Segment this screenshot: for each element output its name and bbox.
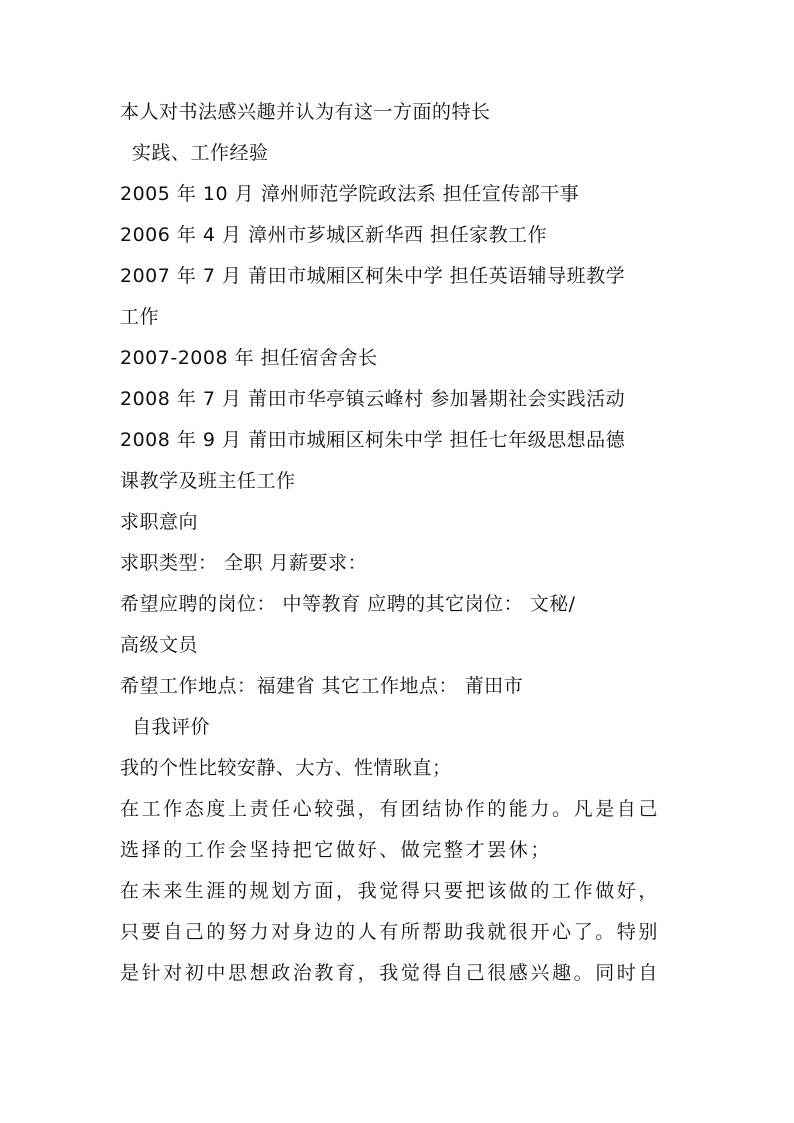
experience-line-2008-sept-cont: 课教学及班主任工作 [120, 470, 296, 492]
experience-line-2005: 2005 年 10 月 漳州师范学院政法系 担任宣传部干事 [120, 183, 580, 205]
self-evaluation-line-5: 只要自己的努力对身边的人有所帮助我就很开心了。特别 [120, 921, 661, 943]
experience-line-2007-cont: 工作 [120, 306, 160, 328]
experience-line-2007: 2007 年 7 月 莆田市城厢区柯朱中学 担任英语辅导班教学 [120, 265, 626, 287]
self-evaluation-line-3: 选择的工作会坚持把它做好、做完整才罢休； [120, 839, 553, 861]
text-line-calligraphy-interest: 本人对书法感兴趣并认为有这一方面的特长 [120, 101, 491, 123]
desired-location-line: 希望工作地点：福建省 其它工作地点： 莆田市 [120, 675, 524, 697]
section-heading-practice-experience: 实践、工作经验 [132, 142, 269, 164]
experience-line-2006: 2006 年 4 月 漳州市芗城区新华西 担任家教工作 [120, 224, 548, 246]
self-evaluation-line-2: 在工作态度上责任心较强，有团结协作的能力。凡是自己 [120, 798, 661, 820]
desired-position-line-cont: 高级文员 [120, 634, 199, 656]
resume-text-body [120, 92, 680, 994]
experience-line-2008-sept: 2008 年 9 月 莆田市城厢区柯朱中学 担任七年级思想品德 [120, 429, 626, 451]
self-evaluation-line-4: 在未来生涯的规划方面，我觉得只要把该做的工作做好， [120, 880, 661, 902]
experience-line-2007-2008: 2007-2008 年 担任宿舍舍长 [120, 347, 378, 369]
self-evaluation-line-6: 是针对初中思想政治教育，我觉得自己很感兴趣。同时自 [120, 962, 661, 984]
job-type-line: 求职类型： 全职 月薪要求： [120, 552, 368, 574]
section-heading-self-evaluation: 自我评价 [132, 716, 211, 738]
desired-position-line: 希望应聘的岗位： 中等教育 应聘的其它岗位： 文秘/ [120, 593, 576, 615]
section-heading-job-intention: 求职意向 [120, 511, 199, 533]
experience-line-2008-july: 2008 年 7 月 莆田市华亭镇云峰村 参加暑期社会实践活动 [120, 388, 626, 410]
self-evaluation-line-1: 我的个性比较安静、大方、性情耿直； [120, 757, 452, 779]
